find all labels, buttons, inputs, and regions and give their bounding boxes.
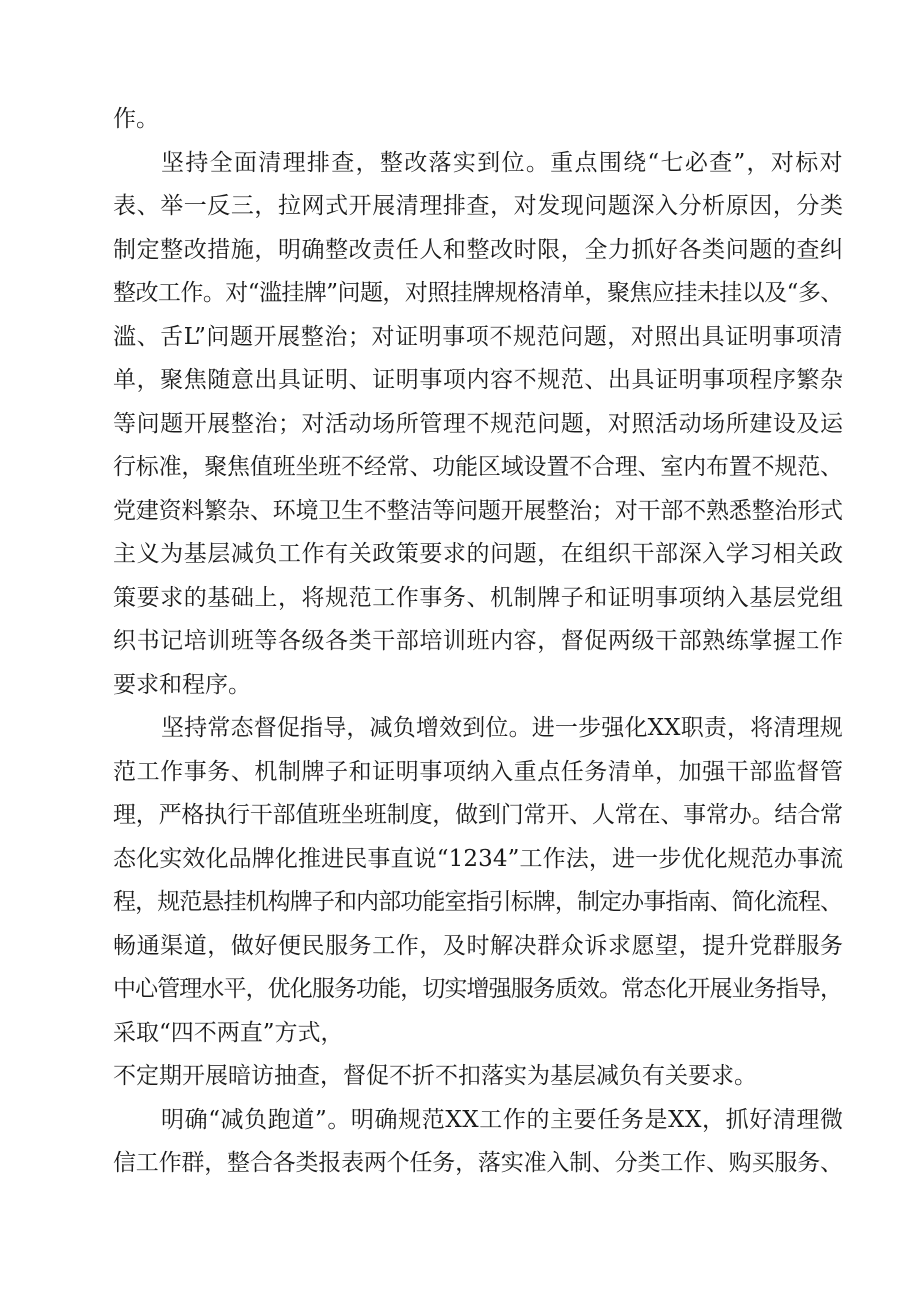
text-line: 态化实效化品牌化推进民事直说“1234”工作法，进一步优化规范办事流: [113, 845, 844, 872]
text-line: 程，规范悬挂机构牌子和内部功能室指引标牌，制定办事指南、简化流程、: [113, 889, 843, 915]
text-line: 范工作事务、机制牌子和证明事项纳入重点任务清单，加强干部监督管: [113, 758, 844, 785]
text-line: 中心管理水平，优化服务功能，切实增强服务质效。常态化开展业务指导，: [113, 976, 843, 1002]
paragraph: [113, 1055, 843, 1099]
text-line: 理，严格执行干部值班坐班制度，做到门常开、人常在、事常办。结合常: [113, 802, 843, 828]
text-line: 明确“减负跑道”。明确规范XX工作的主要任务是XX，抓好清理微: [161, 1106, 844, 1133]
text-line: 采取“四不两直”方式，: [113, 1019, 344, 1046]
text-line: 坚持常态督促指导，减负增效到位。进一步强化XX职责，将清理规: [161, 715, 843, 741]
paragraph: [113, 707, 843, 1055]
text-line: 策要求的基础上，将规范工作事务、机制牌子和证明事项纳入基层党组: [113, 584, 844, 611]
paragraph: [113, 1099, 843, 1186]
text-line: 滥、舌L”问题开展整治；对证明事项不规范问题，对照出具证明事项清: [113, 323, 844, 350]
text-line: 表、举一反三，拉网式开展清理排查，对发现问题深入分析原因，分类: [113, 193, 844, 219]
text-line: 行标准，聚焦值班坐班不经常、功能区域设置不合理、室内布置不规范、: [113, 454, 843, 480]
text-line: 作。: [113, 106, 159, 132]
text-line: 主义为基层减负工作有关政策要求的问题，在组织干部深入学习相关政: [113, 541, 844, 567]
text-line: 等问题开展整治；对活动场所管理不规范问题，对照活动场所建设及运: [113, 410, 844, 437]
text-line: 要求和程序。: [113, 671, 251, 698]
text-line: 党建资料繁杂、环境卫生不整洁等问题开展整治；对干部不熟悉整治形式: [113, 497, 843, 524]
text-line: 信工作群，整合各类报表两个任务，落实准入制、分类工作、购买服务、: [113, 1150, 843, 1176]
text-line: 不定期开展暗访抽查，督促不折不扣落实为基层减负有关要求。: [113, 1063, 757, 1089]
text-line: 坚持全面清理排查，整改落实到位。重点围绕“七必查”，对标对: [161, 149, 844, 176]
text-line: 织书记培训班等各级各类干部培训班内容，督促两级干部熟练掌握工作: [113, 628, 844, 654]
paragraph: [113, 98, 843, 142]
text-line: 单，聚焦随意出具证明、证明事项内容不规范、出具证明事项程序繁杂: [113, 367, 844, 393]
text-line: 整改工作。对“滥挂牌”问题，对照挂牌规格清单，聚焦应挂未挂以及“多、: [113, 280, 843, 306]
text-line: 畅通渠道，做好便民服务工作，及时解决群众诉求愿望，提升党群服务: [113, 932, 844, 959]
document-body: [113, 98, 843, 1186]
text-line: 制定整改措施，明确整改责任人和整改时限，全力抓好各类问题的查纠: [113, 236, 844, 263]
paragraph: [113, 142, 843, 708]
